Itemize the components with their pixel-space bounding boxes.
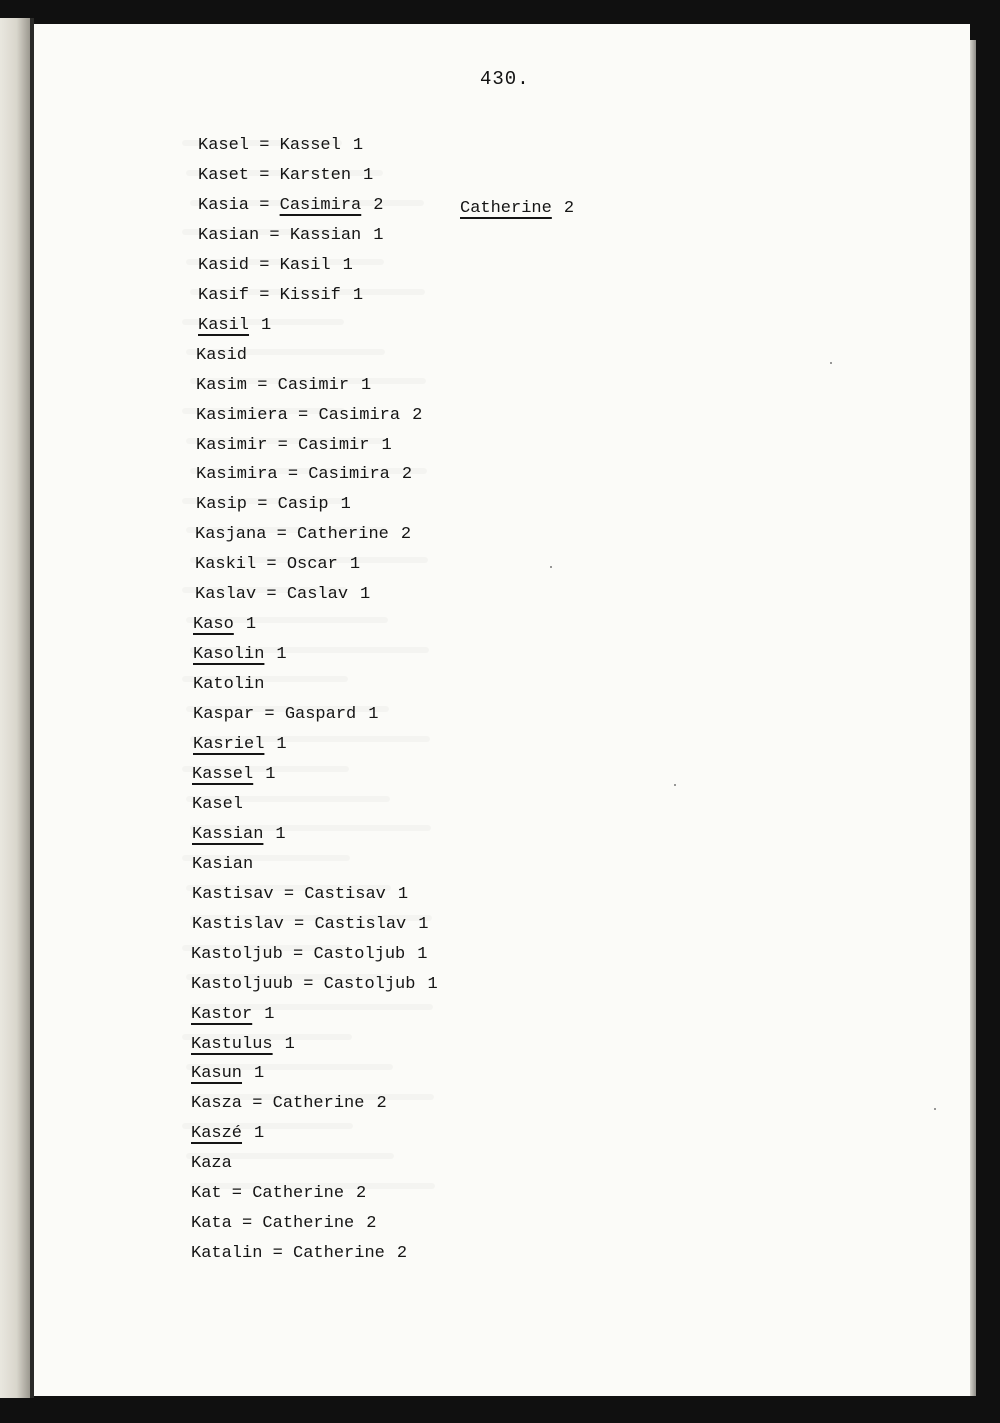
- list-item: [196, 374, 371, 398]
- entry-name: Kastislav: [192, 914, 284, 934]
- list-item: [192, 763, 275, 787]
- page-stack-edge: [970, 40, 976, 1396]
- list-item: [191, 1033, 295, 1057]
- list-item: [191, 1092, 387, 1116]
- entry-name: Kasel: [192, 794, 244, 814]
- list-item: [191, 1242, 407, 1266]
- list-item: [192, 853, 253, 877]
- entry-name: Kasimiera: [196, 405, 288, 425]
- entry-name: Kassel: [192, 764, 254, 784]
- entry-target: Castislav: [314, 914, 407, 934]
- list-item: [198, 134, 363, 158]
- entry-name: Kasimir: [196, 435, 268, 455]
- entry-target: Catherine: [293, 1244, 385, 1264]
- entry-count: 1: [418, 914, 429, 934]
- entry-target: Casimira: [318, 405, 401, 425]
- entry-count: 1: [373, 225, 384, 245]
- extra-target: Catherine: [460, 199, 552, 218]
- entry-count: 1: [427, 974, 438, 994]
- entry-target: Oscar: [286, 555, 338, 575]
- entry-target: Casip: [277, 495, 329, 515]
- scan-speck: [550, 566, 552, 568]
- entry-target: Casimir: [298, 435, 370, 455]
- entry-name: Kaset: [198, 165, 250, 185]
- entry-count: 1: [352, 136, 364, 155]
- page-number: 430.: [480, 68, 530, 90]
- list-item: [192, 793, 243, 817]
- list-item: [195, 553, 360, 577]
- equals-sign: =: [287, 405, 319, 425]
- entry-name: Kat: [191, 1184, 222, 1204]
- list-item: [198, 284, 363, 308]
- entry-name: Kastor: [191, 1004, 253, 1024]
- list-item: [193, 673, 264, 697]
- list-item: [193, 643, 287, 667]
- entry-name: Kasun: [191, 1064, 243, 1084]
- list-item: [198, 194, 383, 218]
- list-item: [193, 613, 256, 637]
- list-item: [195, 523, 411, 547]
- entry-name: Kaslav: [195, 585, 257, 605]
- book-spine: [0, 18, 30, 1398]
- equals-sign: =: [221, 1184, 253, 1204]
- entry-target: Castisav: [304, 884, 386, 904]
- entry-count: 2: [396, 1244, 408, 1264]
- equals-sign: =: [256, 585, 287, 605]
- list-item: [195, 583, 370, 607]
- equals-sign: =: [249, 136, 280, 155]
- page-sheet: [34, 24, 970, 1396]
- equals-sign: =: [282, 944, 314, 964]
- entry-count: 2: [400, 525, 412, 545]
- list-item: [196, 434, 392, 458]
- equals-sign: =: [256, 555, 287, 575]
- equals-sign: =: [231, 1214, 263, 1234]
- entry-count: 1: [261, 315, 272, 335]
- entry-count: 1: [254, 1064, 265, 1084]
- list-item: [191, 1003, 274, 1027]
- entry-target: Casimir: [277, 375, 350, 395]
- entry-target: Kasil: [279, 255, 331, 275]
- entry-name: Kasil: [198, 315, 250, 335]
- equals-sign: =: [249, 195, 280, 215]
- entry-count: 1: [276, 735, 287, 754]
- entry-count: 1: [265, 764, 276, 784]
- equals-sign: =: [254, 705, 285, 725]
- entry-name: Kasid: [196, 345, 248, 365]
- equals-sign: =: [273, 884, 305, 904]
- list-item: [191, 943, 427, 967]
- entry-target: Catherine: [252, 1184, 345, 1204]
- entry-target: Kissif: [279, 285, 341, 305]
- extra-count: 2: [563, 199, 575, 218]
- equals-sign: =: [293, 974, 324, 994]
- entry-target: Gaspard: [284, 705, 357, 725]
- list-item: [191, 1062, 264, 1086]
- equals-sign: =: [267, 435, 299, 455]
- equals-sign: =: [247, 375, 278, 395]
- entry-name: Kaspar: [193, 705, 255, 725]
- entry-count: 1: [352, 285, 364, 305]
- equals-sign: =: [259, 225, 290, 245]
- list-item: [193, 703, 378, 727]
- entry-target: Castoljub: [313, 944, 406, 964]
- entry-count: 2: [366, 1214, 377, 1234]
- list-item: [191, 1152, 232, 1176]
- entry-name: Katolin: [193, 675, 265, 695]
- entry-name: Kastoljub: [191, 944, 283, 964]
- entry-name: Kassian: [192, 824, 264, 844]
- entry-count: 1: [381, 435, 392, 455]
- scan-speck: [830, 362, 832, 364]
- list-item: [196, 404, 422, 428]
- equals-sign: =: [262, 1244, 294, 1264]
- entry-name: Kastulus: [191, 1034, 273, 1054]
- entry-name: Kastisav: [192, 884, 274, 904]
- entry-count: 1: [417, 944, 428, 964]
- entry-name: Kasif: [198, 285, 250, 305]
- entry-count: 2: [373, 195, 384, 215]
- entry-name: Kasolin: [193, 645, 265, 665]
- equals-sign: =: [249, 255, 280, 275]
- entry-count: 1: [245, 615, 257, 635]
- entry-name: Kaso: [193, 615, 234, 635]
- entry-name: Kaza: [191, 1154, 232, 1174]
- scan-speck: [674, 784, 676, 786]
- entry-name: Katalin: [191, 1244, 263, 1264]
- entry-target: Kassel: [279, 136, 341, 155]
- entry-name: Kasimira: [196, 465, 278, 485]
- list-item: [191, 973, 438, 997]
- equals-sign: =: [283, 914, 315, 934]
- equals-sign: =: [249, 165, 280, 185]
- entry-target: Castoljub: [323, 974, 416, 994]
- entry-count: 2: [376, 1094, 387, 1114]
- entry-target: Catherine: [262, 1214, 355, 1234]
- entry-name: Kastoljuub: [191, 974, 294, 994]
- entry-target: Karsten: [279, 165, 352, 185]
- entry-name: Kasim: [196, 375, 248, 395]
- scan-speck: [934, 1108, 936, 1110]
- list-item: [191, 1122, 264, 1146]
- entry-count: 2: [412, 405, 423, 425]
- list-item: [196, 344, 247, 368]
- list-item: [191, 1182, 366, 1206]
- entry-target: Casimira: [279, 195, 362, 215]
- list-item: [196, 463, 412, 487]
- entry-target: Casimira: [308, 465, 390, 485]
- entry-name: Kasel: [198, 136, 250, 155]
- list-item: [192, 913, 428, 937]
- entry-extra: [460, 197, 574, 221]
- list-item: [198, 224, 383, 248]
- entry-name: Kasia: [198, 195, 250, 215]
- entry-count: 2: [401, 465, 413, 485]
- entry-target: Kassian: [289, 225, 362, 245]
- entry-name: Kasip: [196, 495, 248, 515]
- entry-count: 2: [356, 1184, 367, 1204]
- entry-name: Kaskil: [195, 555, 257, 575]
- list-item: [193, 733, 287, 757]
- list-item: [191, 1212, 376, 1236]
- equals-sign: =: [242, 1094, 273, 1114]
- equals-sign: =: [249, 285, 280, 305]
- entry-target: Catherine: [272, 1094, 365, 1114]
- entry-name: Kasjana: [195, 525, 267, 545]
- entry-count: 1: [360, 585, 371, 605]
- entry-count: 1: [368, 705, 379, 725]
- list-item: [192, 823, 286, 847]
- entry-target: Catherine: [297, 525, 389, 545]
- entry-count: 1: [361, 375, 372, 395]
- entry-name: Kasriel: [193, 735, 265, 754]
- entry-count: 1: [275, 824, 286, 844]
- equals-sign: =: [247, 495, 278, 515]
- entry-name: Kata: [191, 1214, 232, 1234]
- entry-name: Kaszé: [191, 1124, 243, 1144]
- list-item: [196, 493, 351, 517]
- entry-name: Kasian: [198, 225, 260, 245]
- equals-sign: =: [266, 525, 298, 545]
- entry-target: Caslav: [286, 585, 349, 605]
- entry-count: 1: [340, 495, 351, 515]
- entry-count: 1: [254, 1124, 265, 1144]
- entry-count: 1: [342, 255, 353, 275]
- entry-count: 1: [284, 1034, 295, 1054]
- entry-name: Kasza: [191, 1094, 243, 1114]
- entry-name: Kasian: [192, 854, 254, 874]
- entry-name: Kasid: [198, 255, 250, 275]
- list-item: [198, 314, 271, 338]
- entry-count: 1: [264, 1004, 275, 1024]
- list-item: [198, 254, 353, 278]
- entry-count: 1: [397, 884, 409, 904]
- entry-count: 1: [363, 165, 374, 185]
- equals-sign: =: [277, 465, 309, 485]
- entry-count: 1: [349, 555, 361, 575]
- entry-count: 1: [276, 645, 287, 665]
- list-item: [198, 164, 373, 188]
- list-item: [192, 883, 408, 907]
